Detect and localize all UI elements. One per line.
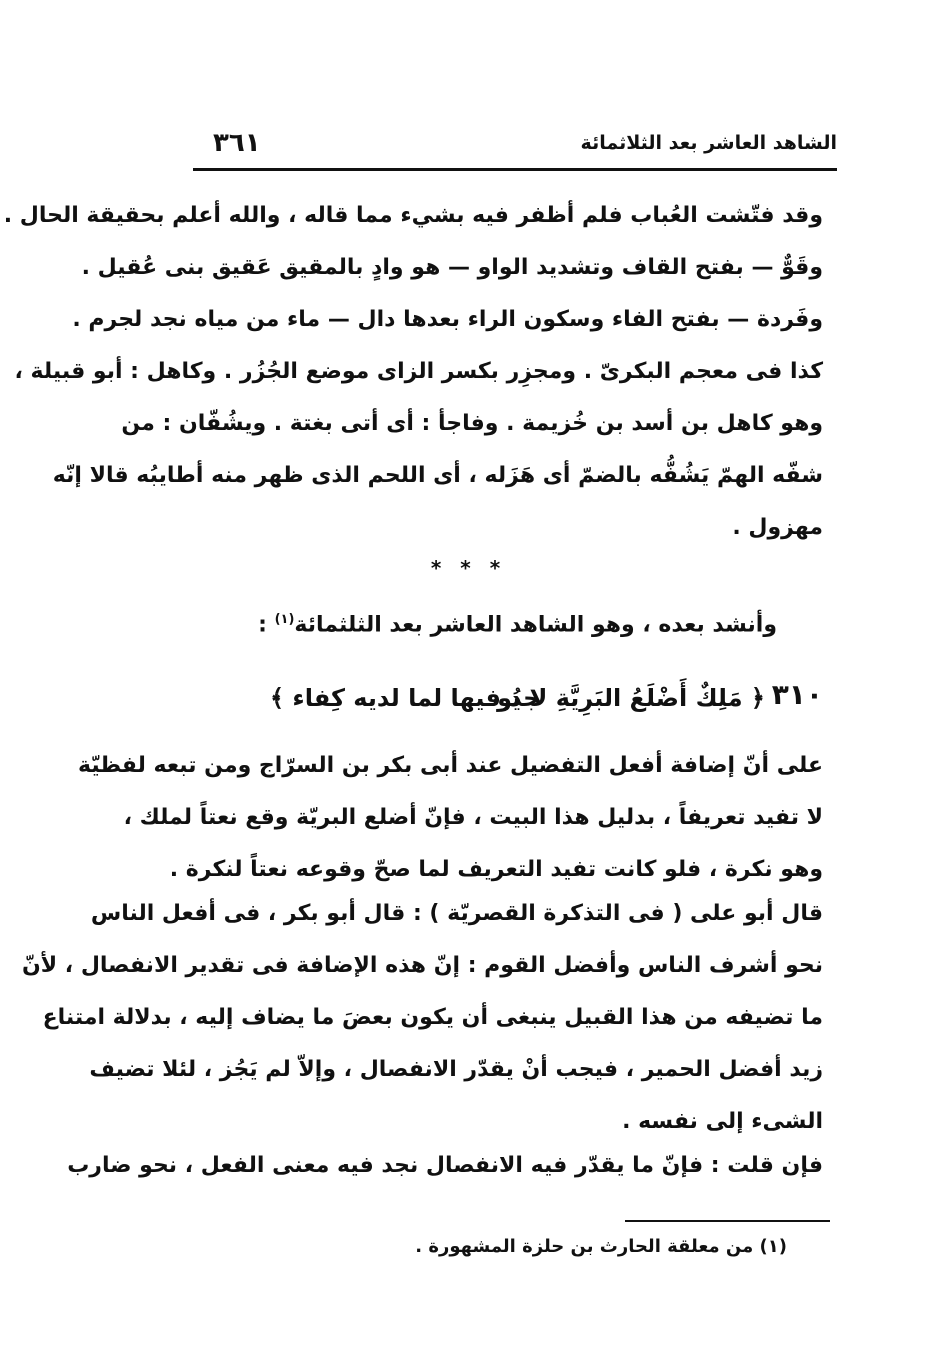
text-line: قال أبو على ( فى التذكرة القصريّة ) : قال أبو بكر ، فى أفعل الناس [90,901,823,926]
paragraph-quotation [21,888,823,1148]
page-number: ٣٦١ [213,128,261,158]
paragraph-commentary [3,190,823,554]
text-line: وقد فتّشت العُباب فلم أظفر فيه بشيء مما قاله ، والله أعلم بحقيقة الحال . [3,203,823,228]
text-line: ما تضيفه من هذا القبيل ينبغى أن يكون بعضَ ما يضاف إليه ، بدلالة امتناع [42,1005,823,1030]
text-line: وقَوٌّ — بفتح القاف وتشديد الواو — هو وادٍ بالمقيق عَقيق بنى عُقيل . [81,255,823,280]
text-line: وهو نكرة ، فلو كانت تفيد التعريف لما صحّ وقوعه نعتاً لنكرة . [169,857,823,882]
text-line: كذا فى معجم البكرىّ . ومجزِر بكسر الزاى موضع الجُزُر . وكاهل : أبو قبيلة ، [14,359,823,384]
text-line: فإن قلت : فإنّ ما يقدّر فيه الانفصال نجد فيه معنى الفعل ، نحو ضارب [67,1153,823,1178]
paragraph-objection [67,1140,823,1192]
header-rule [193,168,837,171]
text-line: على أنّ إضافة أفعل التفضيل عند أبى بكر بن السرّاج ومن تبعه لفظيّة [77,753,823,778]
verse-intro-text: وأنشد بعده ، وهو الشاهد العاشر بعد الثلثمائة [294,612,777,638]
running-title: الشاهد العاشر بعد الثلاثمائة [580,132,837,154]
text-line: نحو أشرف الناس وأفضل القوم : إنّ هذه الإضافة فى تقدير الانفصال ، لأنّ [21,953,823,978]
text-line: زيد أفضل الحمير ، فيجب أنْ يقدّر الانفصال ، وإلاّ لم يَجُز ، لئلا تضيف [89,1057,823,1082]
page-header [195,128,837,164]
verse-intro-colon: : [258,612,275,638]
verse-second-hemistich: جد فيها لما لديه كِفاء ﴾ [270,684,541,712]
verse-number: ٣١٠ [771,678,823,711]
verse-line [270,676,823,726]
text-line: مهزول . [732,515,823,540]
text-line: وهو كاهل بن أسد بن خُزيمة . وفاجأ : أى أتى بغتة . ويشُفّان : من [121,411,823,436]
text-line: الشىء إلى نفسه . [622,1109,823,1134]
section-separator: * * * [430,556,507,580]
footnote-reference: (١) [274,612,295,627]
verse-first-hemistich: ﴿ مَلِكٌ أَضْلَعُ البَرِيَّةِ لا يُو [497,684,765,712]
footnote: (١) من معلقة الحارث بن حلزة المشهورة . [415,1236,787,1257]
footnote-rule [625,1220,830,1222]
paragraph-explanation [77,740,823,896]
verse-intro [258,612,777,637]
text-line: شفّه الهمّ يَشُفُّه بالضمّ أى هَزَله ، أى اللحم الذى ظهر منه أطايبُه قالا إنّه [52,463,823,488]
text-line: لا تفيد تعريفاً ، بدليل هذا البيت ، فإنّ أضلع البريّة وقع نعتاً لملك ، [123,805,823,830]
text-line: وفَردة — بفتح الفاء وسكون الراء بعدها دال — ماء من مياه نجد لجرم . [72,307,823,332]
